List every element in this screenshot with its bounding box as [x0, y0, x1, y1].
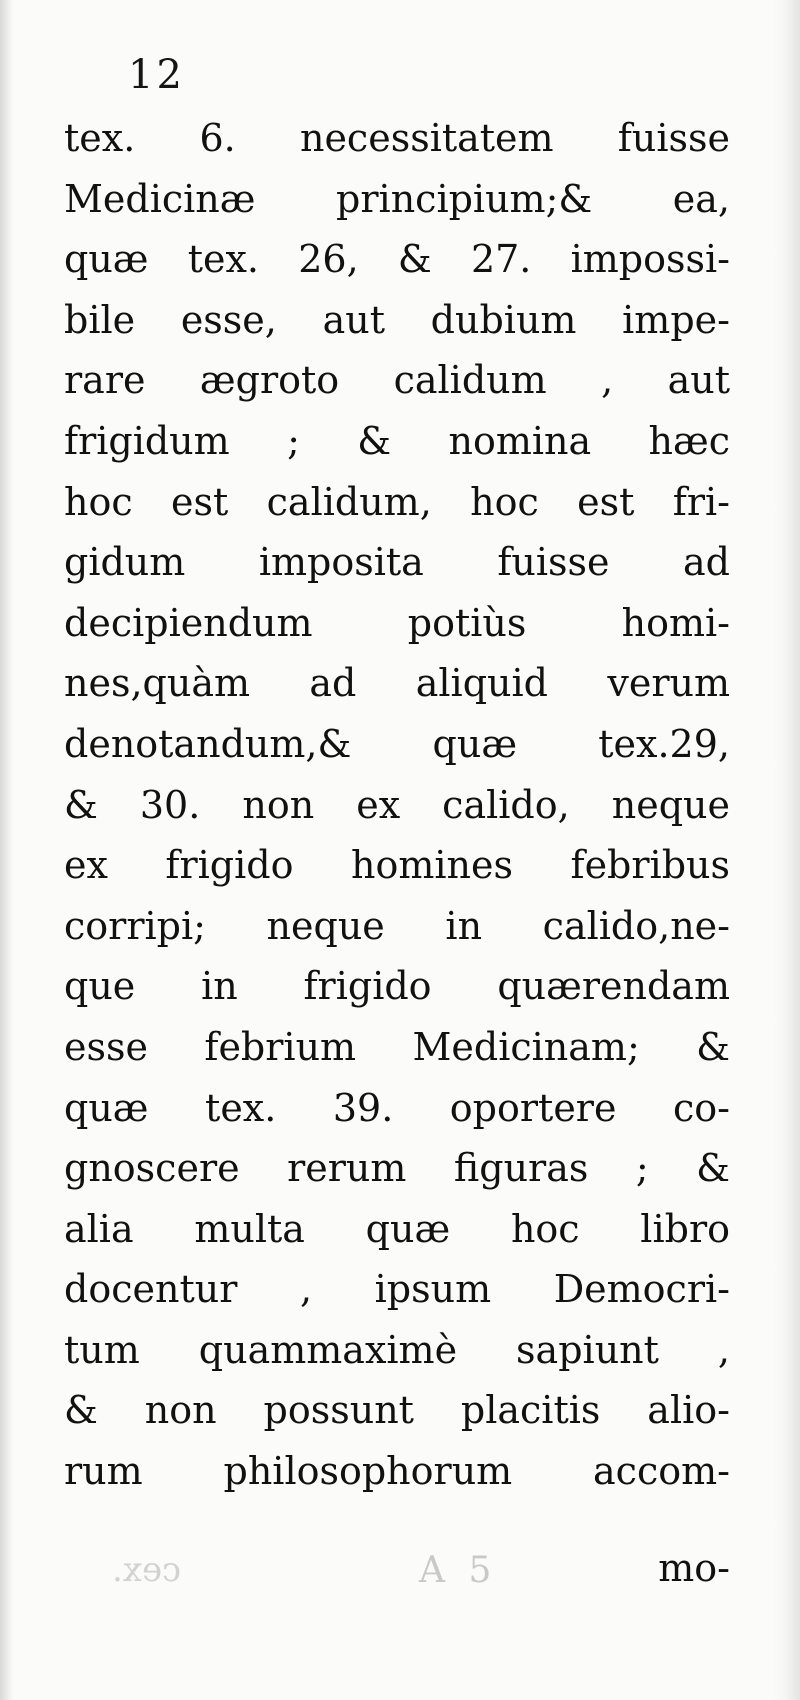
text-line: denotandum,& quæ tex.29, [64, 721, 730, 766]
body-text [64, 108, 730, 1502]
text-line: hoc est calidum, hoc est fri- [64, 479, 730, 524]
text-line: Medicinæ principium;& ea, [64, 176, 730, 221]
text-line: quæ tex. 26, & 27. impossi- [64, 237, 730, 282]
text-line: alia multa quæ hoc libro [64, 1206, 730, 1251]
signature-mark: A 5 [419, 1550, 498, 1591]
text-line: rare ægroto calidum , aut [64, 358, 730, 403]
text-line: corripi; neque in calido,ne- [64, 903, 730, 948]
text-line: tum quammaximè sapiunt , [64, 1327, 730, 1372]
text-line: nes,quàm ad aliquid verum [64, 661, 730, 706]
page-number: 12 [128, 52, 185, 98]
text-line: rum philosophorum accom- [64, 1449, 730, 1494]
text-line: docentur , ipsum Democri- [64, 1267, 730, 1312]
catchword: mo- [658, 1546, 730, 1590]
bleed-through-ink: cex. [112, 1550, 182, 1590]
text-line: tex. 6. necessitatem fuisse [64, 116, 730, 160]
text-line: bile esse, aut dubium impe- [64, 297, 730, 342]
text-line: quæ tex. 39. oportere co- [64, 1085, 730, 1130]
page-footer [64, 1546, 730, 1606]
text-line: decipiendum potiùs homi- [64, 600, 730, 645]
text-line: frigidum ; & nomina hæc [64, 418, 730, 463]
text-line: ex frigido homines febribus [64, 843, 730, 888]
text-line: esse febrium Medicinam; & [64, 1024, 730, 1069]
text-line: & 30. non ex calido, neque [64, 782, 730, 827]
text-line: & non possunt placitis alio- [64, 1388, 730, 1433]
text-line: gidum imposita fuisse ad [64, 540, 730, 585]
text-line: que in frigido quærendam [64, 964, 730, 1009]
text-line: gnoscere rerum figuras ; & [64, 1146, 730, 1191]
page-left-edge-shadow [0, 0, 14, 1700]
page-right-edge-shadow [774, 0, 800, 1700]
